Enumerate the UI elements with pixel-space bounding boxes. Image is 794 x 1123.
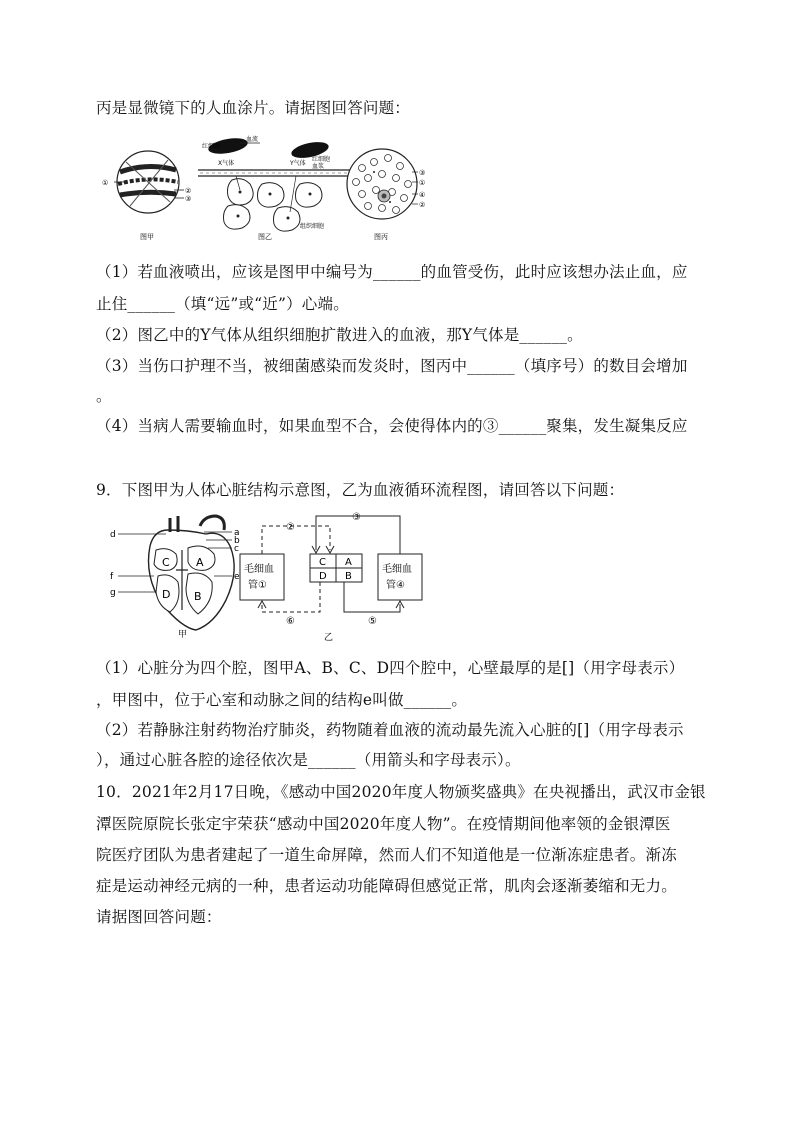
box-right-line1: 毛细血 [382, 564, 412, 575]
heart-diagram [110, 516, 240, 640]
jia-marker-2: ② [185, 187, 192, 195]
bing-marker-1: ① [419, 179, 426, 187]
chamber-A: A [345, 557, 352, 568]
yi-caption: 图乙 [258, 233, 272, 241]
heart-label-b: b [234, 536, 240, 546]
figure-bing [347, 149, 425, 241]
box-left-line1: 毛细血 [244, 564, 274, 575]
heart-caption: 甲 [178, 630, 188, 640]
q10-line3: 院医疗团队为患者建起了一道生命屏障，然而人们不知道他是一位渐冻症患者。渐冻 [96, 846, 677, 864]
q8-part1-line2: 止住______（填“远”或“近”）心端。 [96, 295, 349, 313]
q9-part1-line1: （1）心脏分为四个腔，图甲A、B、C、D四个腔中，心壁最厚的是[]（用字母表示） [96, 659, 685, 677]
q8-part1-line1: （1）若血液喷出，应该是图甲中编号为______的血管受伤，此时应该想办法止血，应 [96, 263, 688, 281]
arrow-3: ③ [352, 512, 361, 523]
box-left-line2: 管① [248, 580, 267, 591]
q10-line5: 请据图回答问题： [96, 908, 222, 926]
chamber-B: B [345, 571, 352, 582]
chamber-C: C [319, 557, 326, 568]
label-plasma: 血浆 [312, 163, 325, 170]
q10-line2: 潭医院原院长张定宇荣获“感动中国2020年度人物”。在疫情期间他率领的金银潭医 [96, 815, 671, 833]
q9-part2-line1: （2）若静脉注射药物治疗肺炎，药物随着血液的流动最先流入心脏的[]（用字母表示 [96, 721, 684, 739]
label-flow: 血流 [246, 136, 259, 143]
heart-label-g: g [110, 588, 116, 598]
bing-caption: 图丙 [374, 233, 388, 241]
arrow-6: ⑥ [286, 616, 295, 627]
intro-text: 丙是显微镜下的人血涂片。请据图回答问题： [96, 99, 411, 117]
arrow-5: ⑤ [368, 616, 377, 627]
q9-part2-line2: ），通过心脏各腔的途径依次是______（用箭头和字母表示）。 [96, 751, 521, 769]
figure-blood-vessels [100, 132, 430, 244]
arrow-2: ② [286, 522, 295, 533]
label-y-gas: Y气体 [290, 160, 306, 167]
bing-marker-2: ② [419, 201, 426, 209]
q10-line4: 症是运动神经元病的一种，患者运动功能障碍但感觉正常，肌肉会逐渐萎缩和无力。 [96, 877, 677, 895]
jia-marker-1: ① [102, 179, 109, 187]
label-rbc-2: 红细胞 [312, 156, 331, 163]
heart-chamber-D: D [162, 588, 171, 601]
box-right-line2: 管④ [386, 580, 405, 591]
bing-marker-4: ④ [419, 191, 426, 199]
figure-jia [102, 151, 191, 241]
q10-line1: 10．2021年2月17日晚，《感动中国2020年度人物颁奖盛典》在央视播出，武汉市金银 [96, 783, 706, 801]
flowchart-caption: 乙 [324, 633, 334, 642]
figure-heart-circulation [108, 510, 438, 642]
jia-caption: 图甲 [140, 233, 154, 241]
chamber-D: D [319, 571, 327, 582]
heart-chamber-C: C [162, 556, 170, 569]
q8-part4: （4）当病人需要输血时，如果血型不合，会使得体内的③______聚集，发生凝集反应 [96, 417, 688, 435]
heart-label-c: c [234, 544, 239, 554]
label-rbc: 红细胞 [202, 143, 221, 150]
q8-part3-line1: （3）当伤口护理不当，被细菌感染而发炎时，图丙中______（填序号）的数目会增加 [96, 357, 688, 375]
q9-part1-line2: ，甲图中，位于心室和动脉之间的结构e叫做______。 [96, 691, 468, 709]
heart-label-d: d [110, 530, 116, 540]
label-tissue: 组织细胞 [300, 223, 325, 230]
heart-label-a: a [234, 528, 240, 538]
circulation-flowchart [240, 512, 422, 642]
label-x-gas: X气体 [218, 160, 235, 167]
q9-title: 9．下图甲为人体心脏结构示意图，乙为血液循环流程图，请回答以下问题： [96, 481, 625, 499]
heart-chamber-B: B [194, 590, 202, 603]
heart-chamber-A: A [196, 556, 204, 569]
q8-part2: （2）图乙中的Y气体从组织细胞扩散进入的血液，那Y气体是______。 [96, 326, 583, 344]
heart-label-e: e [234, 572, 240, 582]
jia-marker-3: ③ [185, 195, 192, 203]
q8-part3-line2: 。 [96, 387, 112, 405]
heart-label-f: f [110, 572, 114, 582]
figure-yi [198, 135, 355, 241]
bing-marker-3: ③ [419, 169, 426, 177]
